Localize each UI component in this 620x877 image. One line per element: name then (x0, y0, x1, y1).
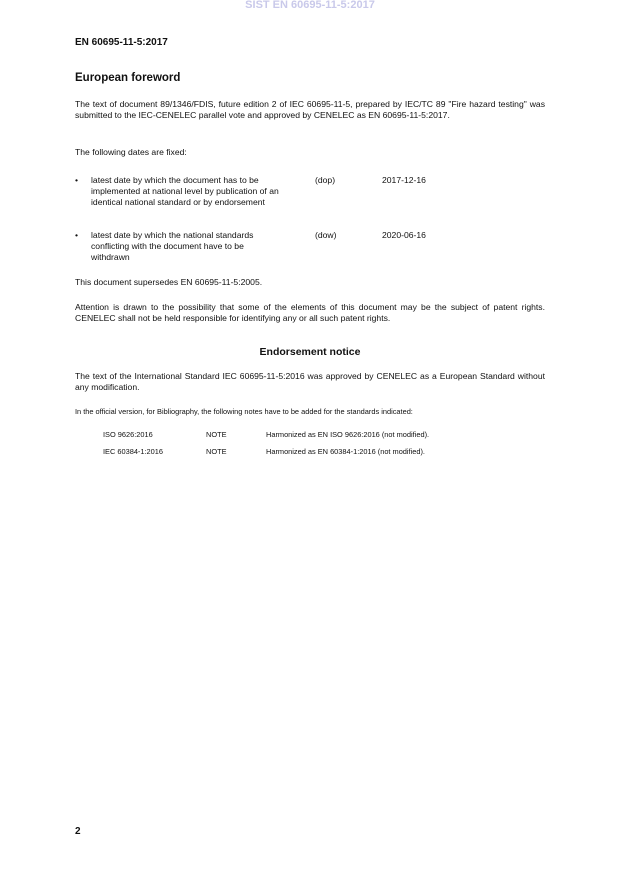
date-description: latest date by which the document has to be implemented at national level by publication of an identical national standard or by endorsement (91, 175, 279, 207)
note-standard: ISO 9626:2016 (103, 430, 153, 439)
foreword-intro: The text of document 89/1346/FDIS, future edition 2 of IEC 60695-11-5, prepared by IEC/TC 89 "Fire hazard testing" was submitted to the IEC-CENELEC parallel vote and approved by CENELEC as EN 60695-11-5:2017. (75, 99, 545, 120)
date-code: (dop) (315, 175, 336, 185)
date-value: 2017-12-16 (382, 175, 426, 185)
date-value: 2020-06-16 (382, 230, 426, 240)
page-number: 2 (75, 826, 81, 837)
supersedes-text: This document supersedes EN 60695-11-5:2005. (75, 277, 263, 287)
watermark: SIST EN 60695-11-5:2017 (245, 0, 375, 11)
document-header: EN 60695-11-5:2017 (75, 37, 168, 48)
endorsement-text: The text of the International Standard IEC 60695-11-5:2016 was approved by CENELEC as a European Standard without any modification. (75, 371, 545, 392)
bullet: • (75, 175, 79, 185)
note-standard: IEC 60384-1:2016 (103, 447, 163, 456)
bullet: • (75, 230, 79, 240)
note-label: NOTE (206, 447, 227, 456)
note-text: Harmonized as EN ISO 9626:2016 (not modified). (266, 430, 430, 439)
date-code: (dow) (315, 230, 337, 240)
foreword-title: European foreword (75, 72, 181, 84)
date-description: latest date by which the national standards conflicting with the document have to be withdrawn (91, 230, 254, 262)
note-text: Harmonized as EN 60384-1:2016 (not modified). (266, 447, 425, 456)
endorsement-title: Endorsement notice (259, 346, 361, 358)
bibliography-intro: In the official version, for Bibliography, the following notes have to be added for the standards indicated: (75, 407, 413, 416)
note-label: NOTE (206, 430, 227, 439)
attention-text: Attention is drawn to the possibility that some of the elements of this document may be the subject of patent rights. CENELEC shall not be held responsible for identifying any or all such patent rights. (75, 302, 545, 323)
dates-intro: The following dates are fixed: (75, 147, 187, 157)
